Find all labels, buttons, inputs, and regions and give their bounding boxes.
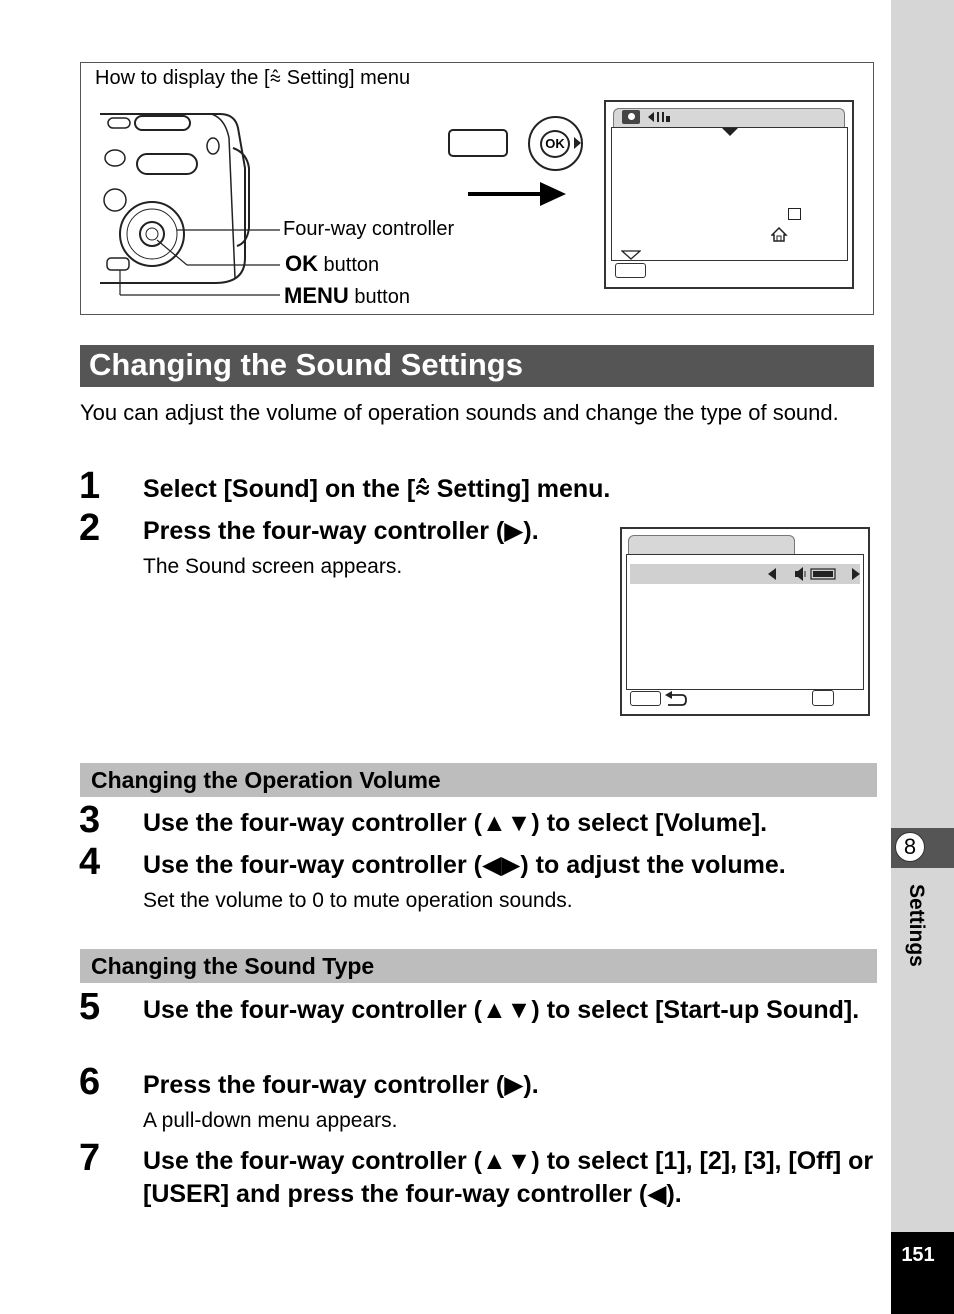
sound-type-subheading: Changing the Sound Type [80,949,877,983]
step-text: Use the four-way controller (▲▼) to select [Start-up Sound]. [143,996,860,1024]
step-subtext: Set the volume to 0 to mute operation sounds. [143,889,573,912]
right-arrow-icon [851,567,861,581]
intro-text: You can adjust the volume of operation sounds and change the type of sound. [80,400,839,425]
step-number: 1 [79,465,101,507]
step-number: 4 [79,841,101,883]
page-number: 151 [901,1244,935,1266]
camera-lens-icon [628,113,635,120]
setting-menu-list [611,127,848,261]
chapter-side-strip [891,0,954,1314]
setting-tab-icon [648,110,672,124]
ok-button-label: OK button [285,251,380,276]
step-text: Press the four-way controller (▶). [143,1071,539,1099]
step-subtext: The Sound screen appears. [143,555,403,578]
menu-key-icon [630,691,661,706]
flow-arrow-icon [468,181,568,207]
step-number: 6 [79,1061,101,1103]
back-arrow-icon [664,691,688,707]
step-subtext: A pull-down menu appears. [143,1109,398,1132]
left-arrow-icon [767,567,777,581]
chapter-number: 8 [895,832,925,862]
right-arrow-icon [574,137,581,149]
sound-screen-tab [628,535,795,555]
volume-level-icon [794,566,838,582]
step-text: Select [Sound] on the [⩯ Setting] menu. [143,475,611,503]
step-text: Use the four-way controller (◀▶) to adjust the volume. [143,851,786,879]
checkbox-icon [788,208,801,220]
step-text: Press the four-way controller (▶). [143,517,539,545]
step-number: 2 [79,507,101,549]
step-number: 5 [79,986,101,1028]
home-icon [771,227,788,242]
menu-button-icon [448,129,508,157]
scroll-down-indicator-icon [722,128,738,137]
camera-back-illustration [95,108,285,308]
scroll-down-outline-icon [621,250,641,260]
four-way-controller-label: Four-way controller [283,218,455,240]
menu-button-label: MENU button [284,283,410,308]
step-number: 7 [79,1137,101,1179]
ok-key-icon [812,690,834,706]
menu-key-icon [615,263,646,278]
step-text: Use the four-way controller (▲▼) to select [Volume]. [143,809,768,837]
volume-subheading: Changing the Operation Volume [80,763,877,797]
chapter-title: Settings [905,884,928,967]
step-text: Use the four-way controller (▲▼) to select [1], [2], [3], [Off] or [USER] and press the four-way controller (◀). [143,1147,874,1208]
section-heading: Changing the Sound Settings [80,345,874,387]
step-number: 3 [79,799,101,841]
ok-button-icon: OK [540,130,570,158]
howto-title: How to display the [⩯ Setting] menu [95,67,411,89]
